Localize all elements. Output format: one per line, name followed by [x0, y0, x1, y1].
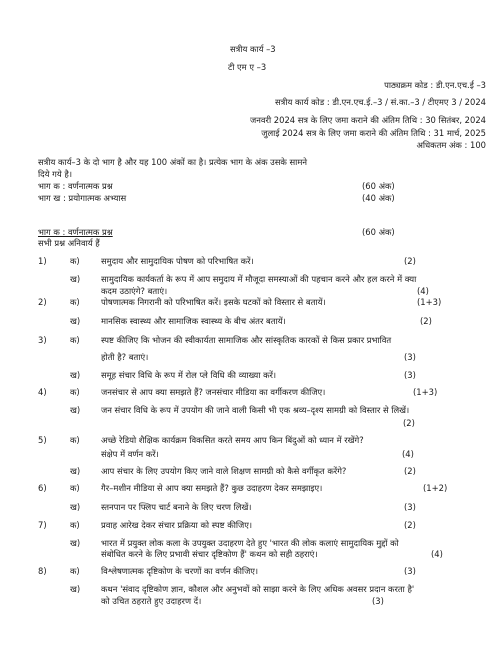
july-deadline: जुलाई 2024 सत्र के लिए जमा कराने की अंतिम तिथि : 31 मार्च, 2025 — [261, 128, 486, 138]
sub-question-label: क) — [70, 483, 80, 493]
question-marks: (1+3) — [417, 297, 442, 307]
question-text: अच्छे रेडियो शैक्षिक कार्यक्रम विकसित करते समय आप किन बिंदुओं को ध्यान में रखेंगे? — [101, 435, 364, 445]
question-marks: (1+3) — [413, 387, 438, 397]
question-marks: (4) — [402, 449, 414, 459]
question-marks: (2) — [404, 256, 416, 266]
january-deadline: जनवरी 2024 सत्र के लिए जमा कराने की अंतिम तिथि : 30 सितंबर, 2024 — [250, 115, 486, 125]
question-number: 5) — [38, 435, 47, 445]
part-b-label: भाग ख : प्रयोगात्मक अभ्यास — [38, 193, 127, 203]
sub-question-label: ख) — [70, 316, 81, 326]
question-marks: (4) — [417, 286, 429, 296]
sub-question-label: क) — [70, 335, 80, 345]
question-text-continued: होती है? बताएं। — [101, 352, 149, 362]
question-number: 4) — [38, 387, 47, 397]
sub-question-label: क) — [70, 566, 80, 576]
sub-question-label: ख) — [70, 584, 81, 594]
section-instruction: सभी प्रश्न अनिवार्य हैं — [38, 238, 100, 248]
question-marks: (3) — [404, 352, 416, 362]
question-marks: (3) — [404, 566, 416, 576]
question-text-continued: को उचित ठहराते हुए उदाहरण दें। — [101, 596, 202, 606]
question-marks: (2) — [404, 466, 416, 476]
question-text: प्रवाह आरेख देकर संचार प्रक्रिया को स्पष्ट कीजिए। — [101, 520, 253, 530]
question-marks: (3) — [372, 596, 384, 606]
sub-question-label: क) — [70, 256, 80, 266]
sub-question-label: ख) — [70, 370, 81, 380]
assignment-code: सत्रीय कार्य कोड : डी.एन.एच.ई.–3 / सं.का.–3 / टीएमए 3 / 2024 — [275, 97, 486, 107]
sub-question-label: ख) — [70, 466, 81, 476]
question-text: मानसिक स्वास्थ्य और सामाजिक स्वास्थ्य के बीच अंतर बतायें। — [101, 316, 286, 326]
section-heading: भाग क : वर्णनात्मक प्रश्न — [38, 227, 113, 237]
question-text-continued: संक्षेप में वर्णन करें। — [101, 449, 159, 459]
question-text: जन संचार विधि के रूप में उपयोग की जाने वाली किसी भी एक श्रव्य–दृश्य सामग्री को विस्तार से लिखें। — [101, 405, 410, 415]
max-marks: अधिकतम अंक : 100 — [416, 140, 486, 150]
question-text: कथन 'संवाद दृष्टिकोण ज्ञान, कौशल और अनुभवों को साझा करने के लिए अधिक अवसर प्रदान करता है' — [101, 584, 415, 594]
sub-question-label: ख) — [70, 538, 81, 548]
question-number: 6) — [38, 483, 47, 493]
question-text: पोषणात्मक निगरानी को परिभाषित करें। इसके घटकों को विस्तार से बतायें। — [101, 297, 326, 307]
question-number: 2) — [38, 297, 47, 307]
question-marks: (2) — [420, 316, 432, 326]
question-text: विश्लेषणात्मक दृष्टिकोण के चरणों का वर्णन कीजिए। — [101, 566, 259, 576]
question-text: गैर–मशीन मीडिया से आप क्या समझते हैं? कुछ उदाहरण देकर समझाइए। — [101, 483, 323, 493]
sub-question-label: क) — [70, 297, 80, 307]
question-marks: (3) — [404, 502, 416, 512]
question-marks: (2) — [404, 520, 416, 530]
sub-question-label: क) — [70, 387, 80, 397]
question-number: 3) — [38, 335, 47, 345]
intro-line-2: दिये गये है। — [38, 169, 72, 179]
question-text: आप संचार के लिए उपयोग किए जाने वाले शिक्षण सामग्री को कैसे वर्गीकृत करेंगे? — [101, 466, 347, 476]
sub-question-label: ख) — [70, 405, 81, 415]
question-marks: (2) — [403, 418, 415, 428]
course-code: पाठ्यक्रम कोड : डी.एन.एच.ई –3 — [384, 80, 486, 90]
question-number: 1) — [38, 256, 47, 266]
question-number: 7) — [38, 520, 47, 530]
question-text: भारत में प्रयुक्त लोक कला के उपयुक्त उदाहरण देते हुए 'भारत की लोक कलाएं सामुदायिक मुद्दों को — [101, 538, 399, 548]
part-b-marks: (40 अंक) — [362, 193, 395, 203]
question-marks: (4) — [431, 549, 443, 559]
question-marks: (1+2) — [423, 483, 448, 493]
assignment-title: सत्रीय कार्य –3 — [230, 44, 276, 54]
question-text: समुदाय और सामुदायिक पोषण को परिभाषित करें। — [101, 256, 254, 266]
sub-question-label: क) — [70, 520, 80, 530]
question-number: 8) — [38, 566, 47, 576]
section-heading-marks: (60 अंक) — [362, 227, 395, 237]
sub-question-label: ख) — [70, 502, 81, 512]
question-text: सामुदायिक कार्यकर्ता के रूप में आप समुदाय में मौजूदा समस्याओं की पहचान करने और हल करने में क्या — [101, 274, 417, 284]
intro-line-1: सत्रीय कार्य–3 के दो भाग है और यह 100 अंकों का है। प्रत्येक भाग के अंक उसके सामने — [38, 157, 308, 167]
question-marks: (3) — [404, 370, 416, 380]
question-text-continued: संबोधित करने के लिए प्रभावी संचार दृष्टिकोण हैं' कथन को सही ठहराएं। — [101, 549, 318, 559]
part-a-marks: (60 अंक) — [362, 181, 395, 191]
question-text: समूह संचार विधि के रूप में रोल प्ले विधि की व्याख्या करें। — [101, 370, 277, 380]
part-a-label: भाग क : वर्णनात्मक प्रश्न — [38, 181, 113, 191]
question-text: जनसंचार से आप क्या समझते हैं? जनसंचार मीडिया का वर्गीकरण कीजिए। — [101, 387, 326, 397]
sub-question-label: क) — [70, 435, 80, 445]
question-text: स्पष्ट कीजिए कि भोजन की स्वीकार्यता सामाजिक और सांस्कृतिक कारकों से किस प्रकार प्रभावित — [101, 335, 392, 345]
question-text: स्तनपान पर फ्लिप चार्ट बनाने के लिए चरण लिखें। — [101, 502, 252, 512]
sub-question-label: ख) — [70, 274, 81, 284]
question-text-continued: कदम उठाएंगे? बताएं। — [101, 286, 168, 296]
course-short-title: टी एम ए –3 — [228, 62, 267, 72]
